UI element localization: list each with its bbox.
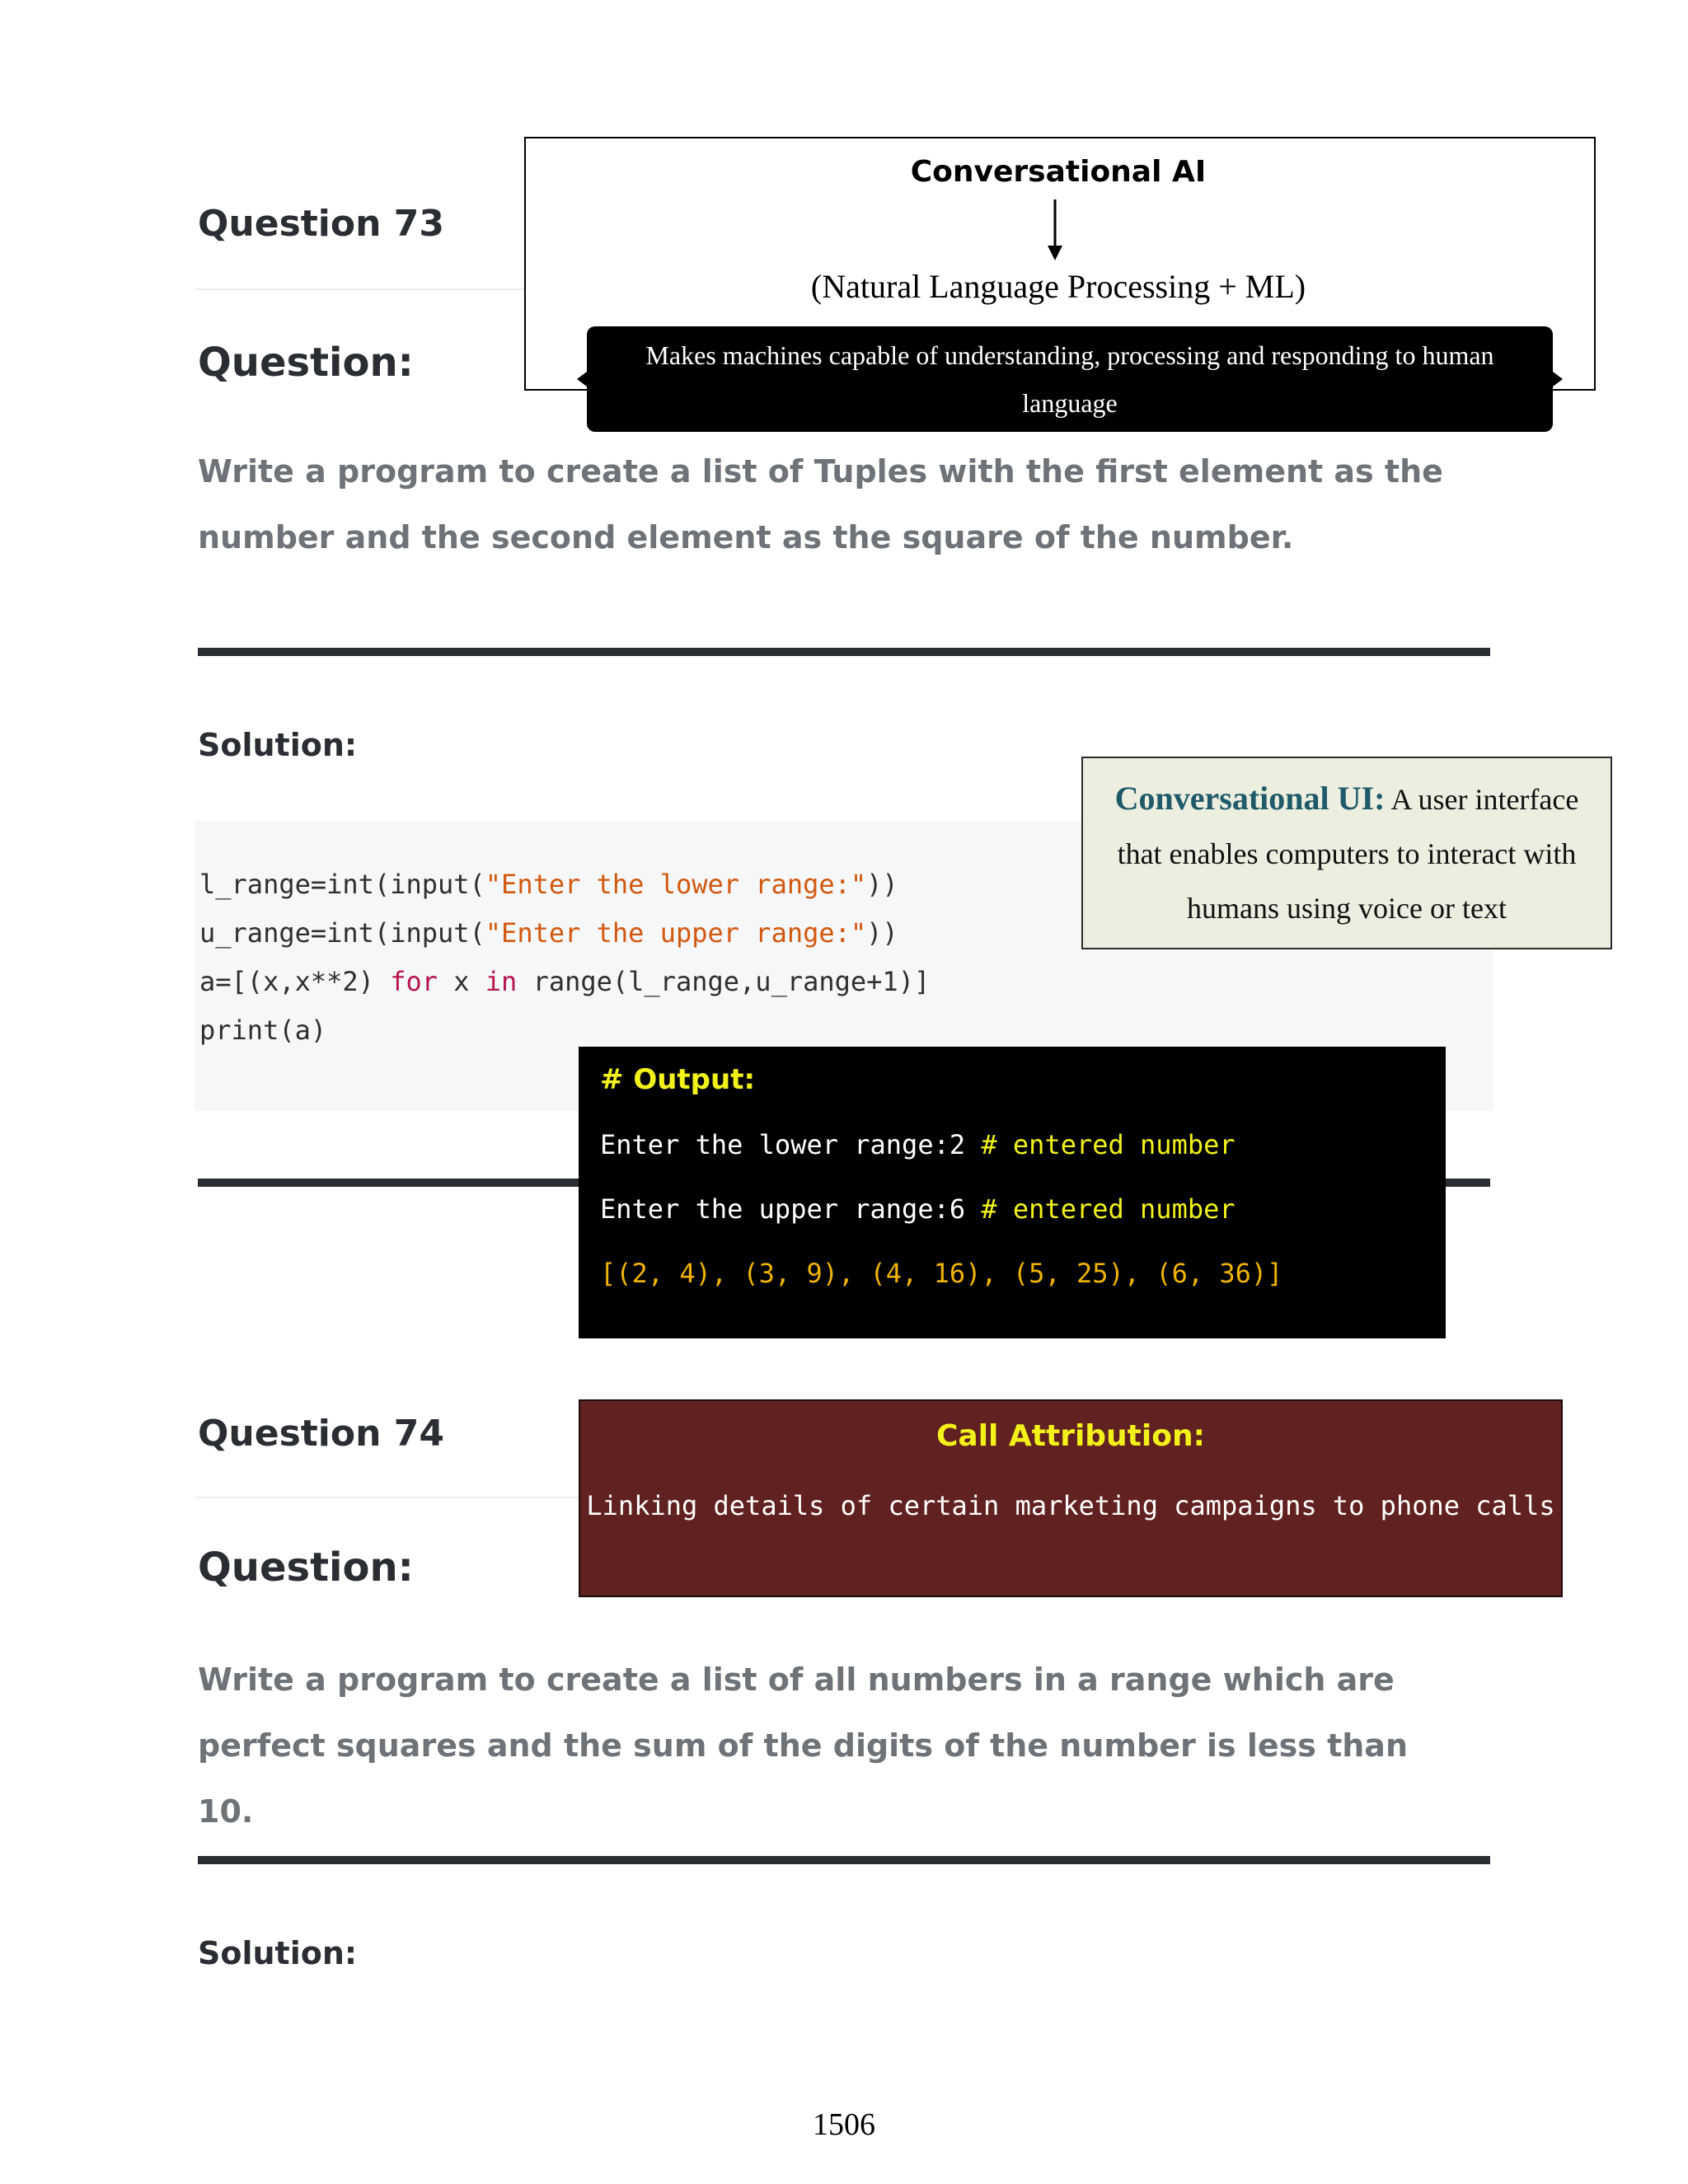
output-line-text: Enter the lower range:2 [600, 1129, 982, 1160]
heading-divider [196, 288, 526, 290]
code-token: l_range=int(input( [199, 869, 485, 900]
code-token: )) [866, 869, 898, 900]
code-token: "Enter the lower range:" [485, 869, 867, 900]
code-line [199, 860, 930, 909]
conversational-ai-subtitle: (Natural Language Processing + ML) [810, 268, 1306, 305]
solution-label: Solution: [198, 727, 358, 763]
question-text: Write a program to create a list of all numbers in a range which are perfect squares and the sum of the digits of the number is less than 10. [198, 1661, 1408, 1830]
call-attribution-text: Linking details of certain marketing campaigns to phone calls [586, 1490, 1555, 1521]
conversational-ai-title: Conversational AI [910, 155, 1207, 189]
code-token: range(l_range,u_range+1)] [517, 966, 931, 997]
code-token: x [437, 966, 485, 997]
question-text: Write a program to create a list of Tuples with the first element as the number and the second element as the square of the number. [198, 453, 1443, 555]
conversational-ui-definition: A user interface that enables computers to interact with humans using voice or text [1117, 782, 1579, 925]
question-label: Question: [198, 340, 414, 386]
description-text: Makes machines capable of understanding, processing and responding to human language [645, 340, 1494, 418]
output-title: # Output: [600, 1063, 756, 1096]
conversational-ui-note [1081, 757, 1612, 949]
output-line-2 [600, 1193, 1236, 1225]
call-attribution-title: Call Attribution: [935, 1419, 1205, 1453]
section-divider [198, 1856, 1490, 1864]
code-token: in [485, 966, 518, 997]
code-token: for [390, 966, 438, 997]
code-token: a=[(x,x**2) [199, 966, 391, 997]
solution-label: Solution: [198, 1935, 358, 1971]
code-token: u_range=int(input( [199, 917, 485, 949]
call-attribution-box [579, 1399, 1563, 1597]
output-panel [579, 1047, 1446, 1338]
output-result: [(2, 4), (3, 9), (4, 16), (5, 25), (6, 36)] [600, 1258, 1283, 1289]
question-74-heading: Question 74 [198, 1413, 444, 1455]
conversational-ui-term: Conversational UI: [1114, 779, 1386, 817]
down-arrow-icon [1045, 198, 1065, 264]
code-line [199, 958, 930, 1006]
code-token: "Enter the upper range:" [485, 917, 867, 949]
conversational-ui-text [1100, 771, 1594, 935]
output-line-text: Enter the upper range:6 [600, 1193, 982, 1225]
code-line [199, 909, 930, 958]
question-label: Question: [198, 1544, 414, 1591]
output-line-comment: # entered number [981, 1129, 1236, 1160]
code-token: )) [866, 917, 898, 949]
code-lines [199, 860, 930, 1055]
output-line-comment: # entered number [981, 1193, 1236, 1225]
code-token: print(a) [199, 1015, 327, 1046]
heading-divider [196, 1497, 579, 1498]
conversational-ai-description [587, 326, 1553, 432]
section-divider [198, 648, 1490, 656]
page-number: 1506 [813, 2107, 875, 2142]
question-73-heading: Question 73 [198, 203, 444, 245]
output-line-1 [600, 1129, 1236, 1160]
